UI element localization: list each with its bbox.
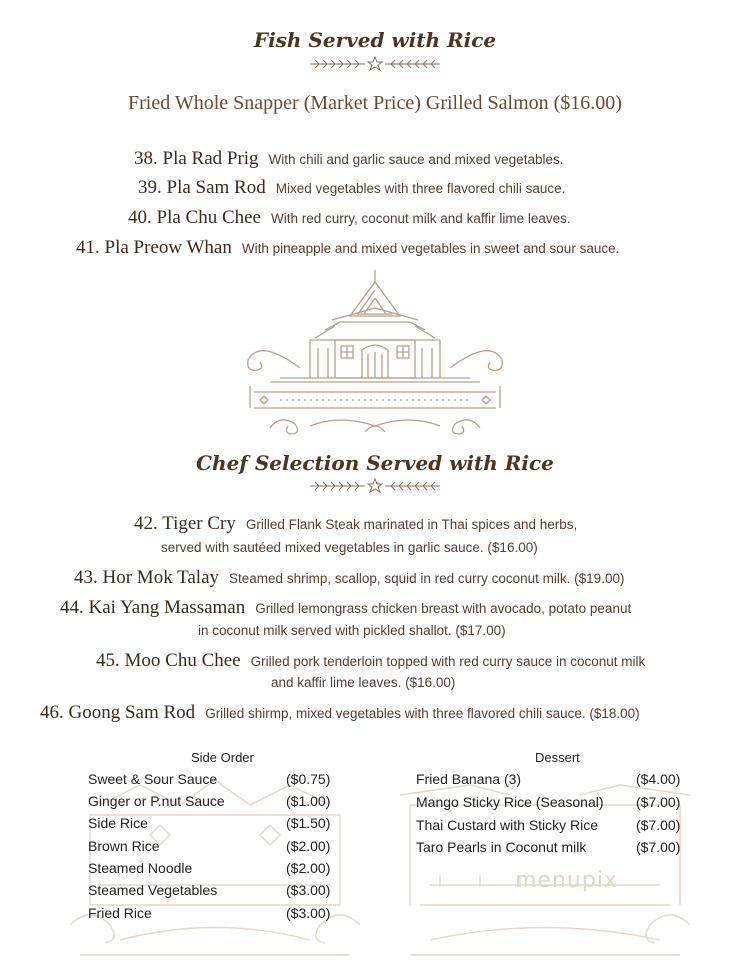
dessert-price	[636, 771, 680, 787]
fish-item-38	[134, 148, 563, 170]
item-price: ($3.00)	[286, 882, 331, 898]
fish-item-40	[128, 207, 571, 229]
side-order-price	[286, 905, 330, 921]
dish-name: 41. Pla Preow Whan	[76, 237, 232, 258]
dish-desc-continued: served with sautéed mixed vegetables in garlic sauce. ($16.00)	[161, 540, 538, 555]
dessert-title: Dessert	[535, 750, 580, 765]
fish-heading: Fish Served with Rice	[253, 28, 497, 52]
item-name: Taro Pearls in Coconut milk	[416, 839, 587, 855]
dessert-price	[636, 817, 680, 833]
item-price: ($7.00)	[636, 794, 681, 810]
item-price: ($1.00)	[286, 793, 331, 809]
dish-desc: Grilled Flank Steak marinated in Thai spices and herbs,	[245, 517, 578, 532]
dessert-price	[636, 794, 680, 810]
item-name: Fried Banana (3)	[416, 771, 522, 787]
dish-name: 46. Goong Sam Rod	[40, 702, 196, 723]
item-price: ($2.00)	[286, 838, 331, 854]
dish-desc: Steamed shrimp, scallop, squid in red curry coconut milk. ($19.00)	[229, 571, 625, 586]
dish-name: 44. Kai Yang Massaman	[60, 597, 246, 618]
item-name: Ginger or P.nut Sauce	[88, 793, 225, 809]
dish-name: 43. Hor Mok Talay	[74, 567, 220, 588]
dish-desc: Mixed vegetables with three flavored chili sauce.	[275, 181, 566, 196]
side-order-price	[286, 771, 330, 787]
chef-item-44	[60, 597, 631, 619]
side-order-price	[286, 838, 330, 854]
item-name: Side Rice	[88, 815, 148, 831]
item-name: Thai Custard with Sticky Rice	[416, 817, 599, 833]
dish-name: 38. Pla Rad Prig	[134, 148, 259, 169]
item-name: Mango Sticky Rice (Seasonal)	[416, 794, 604, 810]
chef-item-46	[40, 702, 640, 724]
side-order-price	[286, 815, 330, 831]
item-price: ($7.00)	[636, 817, 681, 833]
side-order-row	[88, 860, 192, 876]
ornament-divider-fish	[305, 56, 445, 72]
chef-item-42	[134, 513, 577, 535]
dish-desc-continued: in coconut milk served with pickled shallot. ($17.00)	[198, 623, 506, 638]
item-name: Steamed Noodle	[88, 860, 193, 876]
dish-name: 40. Pla Chu Chee	[128, 207, 261, 228]
chef-item-43	[74, 567, 624, 589]
dish-name: 42. Tiger Cry	[134, 513, 236, 534]
item-name: Fried Rice	[88, 905, 152, 921]
fish-item-41	[76, 237, 619, 259]
item-name: Sweet & Sour Sauce	[88, 771, 218, 787]
chef-item-45	[96, 650, 645, 672]
dish-desc: With red curry, coconut milk and kaffir lime leaves.	[271, 211, 571, 226]
side-order-row	[88, 771, 217, 787]
dish-desc: Grilled shirmp, mixed vegetables with three flavored chili sauce. ($18.00)	[205, 706, 640, 721]
dish-desc: Grilled pork tenderloin topped with red curry sauce in coconut milk	[250, 654, 646, 669]
item-name: Brown Rice	[88, 838, 160, 854]
side-order-price	[286, 882, 330, 898]
dessert-price	[636, 839, 680, 855]
side-order-price	[286, 793, 330, 809]
item-name: Steamed Vegetables	[88, 882, 218, 898]
side-order-row	[88, 793, 225, 809]
dessert-row	[416, 817, 598, 833]
dessert-row	[416, 771, 521, 787]
dish-desc: With chili and garlic sauce and mixed vegetables.	[268, 152, 564, 167]
dish-name: 45. Moo Chu Chee	[96, 650, 241, 671]
market-price-line: Fried Whole Snapper (Market Price) Grilled Salmon ($16.00)	[128, 92, 622, 114]
fish-item-39	[138, 177, 565, 199]
dish-name: 39. Pla Sam Rod	[138, 177, 266, 198]
dish-desc-continued: and kaffir lime leaves. ($16.00)	[271, 675, 456, 690]
item-price: ($1.50)	[286, 815, 331, 831]
item-price: ($7.00)	[636, 839, 681, 855]
side-order-row	[88, 905, 152, 921]
item-price: ($0.75)	[286, 771, 331, 787]
dessert-row	[416, 794, 604, 810]
dish-desc: With pineapple and mixed vegetables in sweet and sour sauce.	[241, 241, 620, 256]
watermark: menupix	[515, 868, 618, 893]
chef-heading: Chef Selection Served with Rice	[196, 451, 554, 475]
side-order-title: Side Order	[191, 750, 254, 765]
side-order-row	[88, 882, 217, 898]
item-price: ($2.00)	[286, 860, 331, 876]
ornament-divider-chef	[305, 478, 445, 494]
side-order-row	[88, 838, 160, 854]
side-order-row	[88, 815, 148, 831]
item-price: ($3.00)	[286, 905, 331, 921]
item-price: ($4.00)	[636, 771, 681, 787]
thai-temple-illustration	[240, 268, 510, 440]
dish-desc: Grilled lemongrass chicken breast with avocado, potato peanut	[255, 601, 632, 616]
dessert-row	[416, 839, 586, 855]
side-order-price	[286, 860, 330, 876]
